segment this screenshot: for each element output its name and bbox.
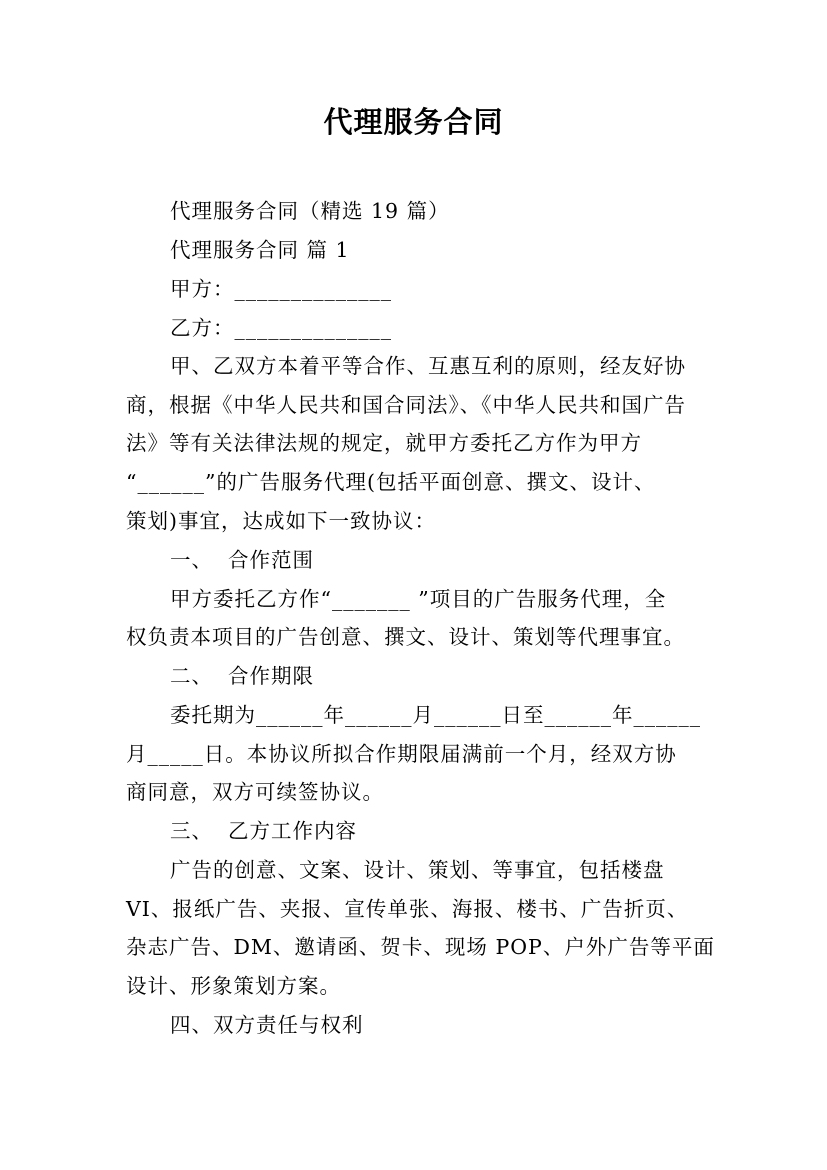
section-heading: 代理服务合同 篇 1 — [170, 238, 350, 262]
paragraph-line: 广告的创意、文案、设计、策划、等事宜，包括楼盘 — [170, 858, 665, 882]
paragraph-line: 法》等有关法律法规的规定，就甲方委托乙方作为甲方 — [126, 431, 642, 455]
paragraph-line: 商同意，双方可续签协议。 — [126, 780, 384, 804]
paragraph-line: 商，根据《中华人民共和国合同法》、《中华人民共和国广告 — [126, 393, 686, 417]
paragraph-line: 杂志广告、DM、邀请函、贺卡、现场 POP、户外广告等平面 — [126, 935, 715, 959]
paragraph-line: VI、报纸广告、夹报、宣传单张、海报、楼书、广告折页、 — [126, 897, 689, 921]
document-title: 代理服务合同 — [323, 105, 504, 139]
party-b-line: 乙方：______________ — [170, 316, 392, 340]
clause-heading: 二、 合作期限 — [170, 664, 315, 688]
paragraph-line: “______”的广告服务代理(包括平面创意、撰文、设计、 — [126, 470, 656, 494]
subtitle: 代理服务合同（精选 19 篇） — [170, 199, 450, 223]
clause-heading: 四、双方责任与权利 — [170, 1013, 364, 1037]
clause-heading: 一、 合作范围 — [170, 548, 315, 572]
paragraph-line: 甲方委托乙方作“_______ ”项目的广告服务代理，全 — [170, 587, 667, 611]
paragraph-line: 甲、乙双方本着平等合作、互惠互利的原则，经友好协 — [170, 354, 686, 378]
paragraph-line: 委托期为______年______月______日至______年______ — [170, 703, 701, 727]
clause-heading: 三、 乙方工作内容 — [170, 819, 358, 843]
party-a-line: 甲方：______________ — [170, 277, 392, 301]
paragraph-line: 策划)事宜，达成如下一致协议： — [126, 509, 436, 533]
paragraph-line: 权负责本项目的广告创意、撰文、设计、策划等代理事宜。 — [126, 625, 685, 649]
paragraph-line: 设计、形象策划方案。 — [126, 974, 341, 998]
paragraph-line: 月_____日。本协议所拟合作期限届满前一个月，经双方协 — [126, 742, 677, 766]
